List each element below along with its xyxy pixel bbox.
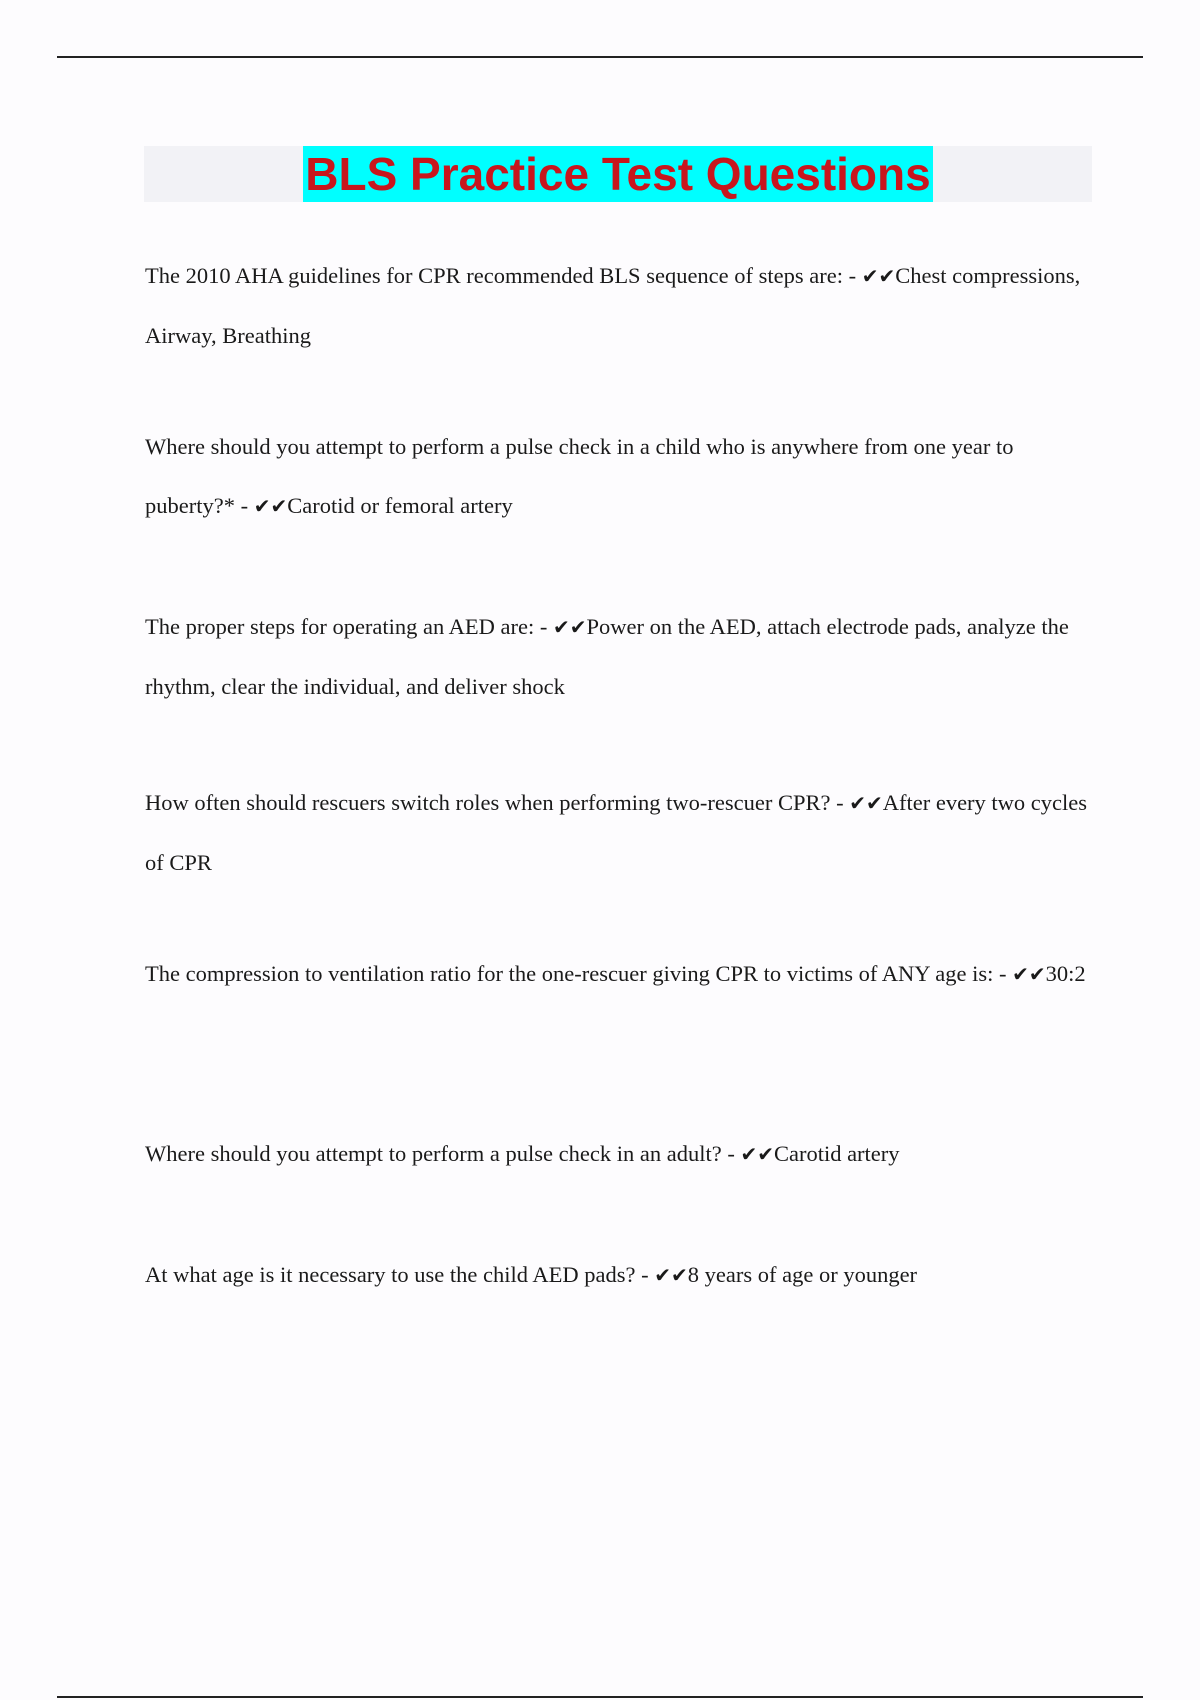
answer-text: After every two cycles of CPR (145, 790, 1088, 875)
answer-text: 30:2 (1045, 961, 1086, 986)
title-band (144, 146, 1092, 202)
separator: - (234, 493, 254, 518)
answer-text: 8 years of age or younger (687, 1262, 918, 1287)
question-text: The 2010 AHA guidelines for CPR recommended BLS sequence of steps are: (145, 263, 843, 288)
qa-item (145, 773, 1090, 892)
check-icon: ✔✔ (740, 1142, 774, 1166)
qa-item (145, 1245, 1090, 1305)
question-text: At what age is it necessary to use the child AED pads? (145, 1262, 636, 1287)
qa-item (145, 246, 1090, 365)
separator: - (534, 614, 553, 639)
check-icon: ✔✔ (849, 791, 883, 815)
separator: - (842, 263, 862, 288)
answer-text: Carotid artery (773, 1141, 900, 1166)
check-icon: ✔✔ (1012, 962, 1046, 986)
document-title: BLS Practice Test Questions (305, 148, 931, 200)
answer-text: Chest compressions, Airway, Breathing (145, 263, 1081, 348)
answer-text: Power on the AED, attach electrode pads, analyze the rhythm, clear the individual, and deliver shock (145, 614, 1069, 699)
qa-item (145, 1124, 1090, 1184)
check-icon: ✔✔ (553, 615, 587, 639)
qa-item (145, 944, 1090, 1004)
footer-rule (57, 1696, 1143, 1698)
question-text: The proper steps for operating an AED are: (145, 614, 535, 639)
check-icon: ✔✔ (253, 494, 288, 518)
separator: - (721, 1141, 741, 1166)
question-text: How often should rescuers switch roles when performing two-rescuer CPR? (145, 790, 831, 815)
check-icon: ✔✔ (861, 264, 896, 288)
question-text: Where should you attempt to perform a pulse check in a child who is anywhere from one year to puberty?* (145, 434, 1014, 518)
answer-text: Carotid or femoral artery (287, 493, 513, 518)
question-text: The compression to ventilation ratio for the one-rescuer giving CPR to victims of ANY age is: (145, 961, 994, 986)
separator: - (993, 961, 1013, 986)
question-text: Where should you attempt to perform a pulse check in an adult? (145, 1141, 722, 1166)
qa-item (145, 597, 1090, 716)
header-rule (57, 56, 1143, 58)
separator: - (830, 790, 850, 815)
qa-item (145, 417, 1090, 536)
check-icon: ✔✔ (654, 1263, 688, 1287)
separator: - (635, 1262, 655, 1287)
